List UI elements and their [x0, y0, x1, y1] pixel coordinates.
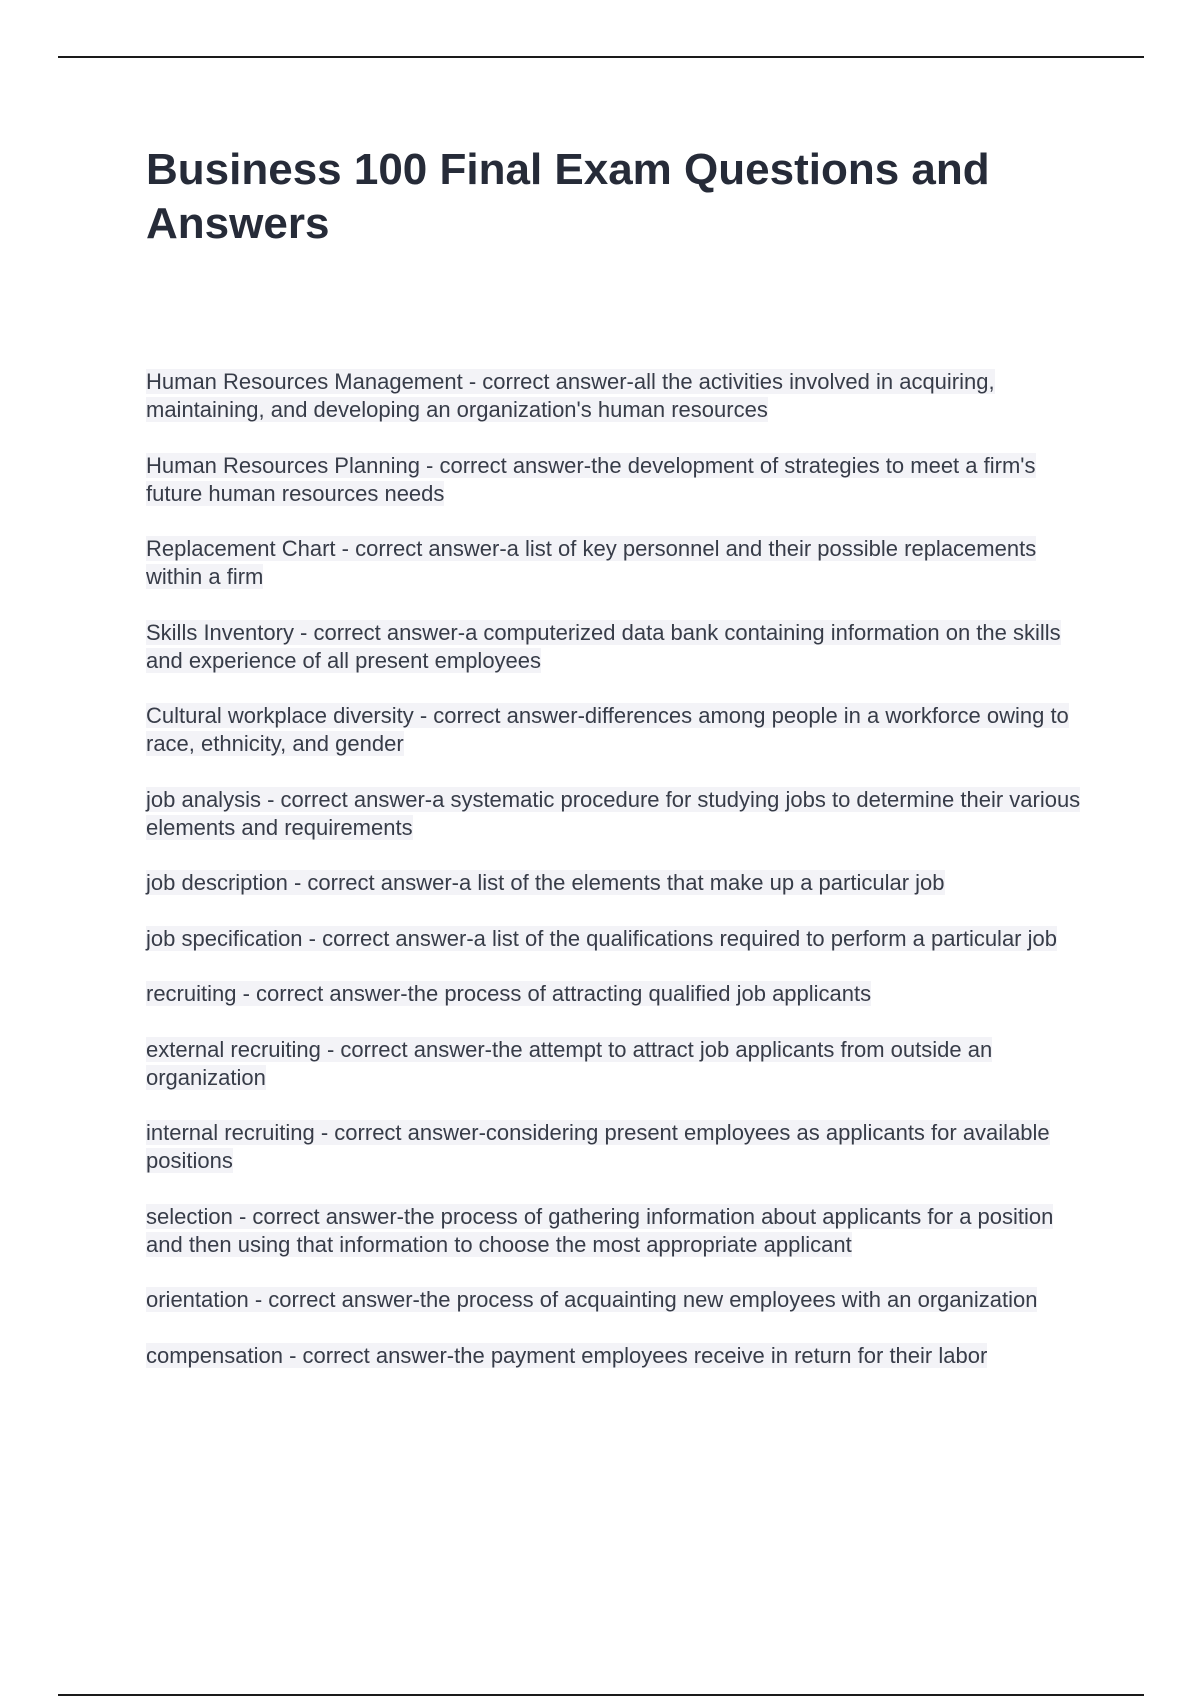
qa-entry-text: Human Resources Planning - correct answer-the development of strategies to meet a firm's future human resources needs	[146, 452, 1036, 506]
qa-entry-text: job specification - correct answer-a list of the qualifications required to perform a particular job	[146, 925, 1057, 951]
qa-entry	[146, 869, 1096, 897]
qa-entry	[146, 980, 1096, 1008]
qa-entry-text: orientation - correct answer-the process of acquainting new employees with an organization	[146, 1287, 1038, 1312]
qa-list	[146, 368, 1096, 1397]
qa-entry-text: internal recruiting - correct answer-considering present employees as applicants for available positions	[146, 1120, 1050, 1173]
qa-entry	[146, 619, 1096, 675]
qa-entry	[146, 1036, 1096, 1092]
qa-entry	[146, 786, 1096, 842]
qa-entry-text: Replacement Chart - correct answer-a list of key personnel and their possible replacements within a firm	[146, 536, 1037, 589]
qa-entry	[146, 1342, 1096, 1370]
qa-entry	[146, 925, 1096, 953]
qa-entry-text: compensation - correct answer-the payment employees receive in return for their labor	[146, 1342, 988, 1368]
top-divider	[58, 56, 1144, 58]
qa-entry	[146, 535, 1096, 591]
qa-entry	[146, 1286, 1096, 1314]
qa-entry-text: job analysis - correct answer-a systematic procedure for studying jobs to determine their various elements and requirements	[146, 786, 1081, 840]
qa-entry-text: external recruiting - correct answer-the attempt to attract job applicants from outside an organization	[146, 1036, 993, 1090]
qa-entry	[146, 1203, 1096, 1259]
qa-entry-text: Skills Inventory - correct answer-a computerized data bank containing information on the skills and experience of all present employees	[146, 619, 1061, 673]
bottom-divider	[58, 1694, 1144, 1696]
qa-entry	[146, 368, 1096, 424]
page-title: Business 100 Final Exam Questions and Answers	[146, 145, 990, 248]
qa-entry-text: recruiting - correct answer-the process of attracting qualified job applicants	[146, 981, 872, 1006]
qa-entry	[146, 1119, 1096, 1175]
qa-entry	[146, 702, 1096, 758]
qa-entry	[146, 452, 1096, 508]
qa-entry-text: job description - correct answer-a list of the elements that make up a particular job	[146, 870, 945, 895]
qa-entry-text: Cultural workplace diversity - correct answer-differences among people in a workforce owing to race, ethnicity, and gender	[146, 703, 1069, 756]
qa-entry-text: selection - correct answer-the process of gathering information about applicants for a position and then using that information to choose the most appropriate applicant	[146, 1203, 1054, 1257]
qa-entry-text: Human Resources Management - correct answer-all the activities involved in acquiring, maintaining, and developing an organization's human resources	[146, 369, 995, 422]
